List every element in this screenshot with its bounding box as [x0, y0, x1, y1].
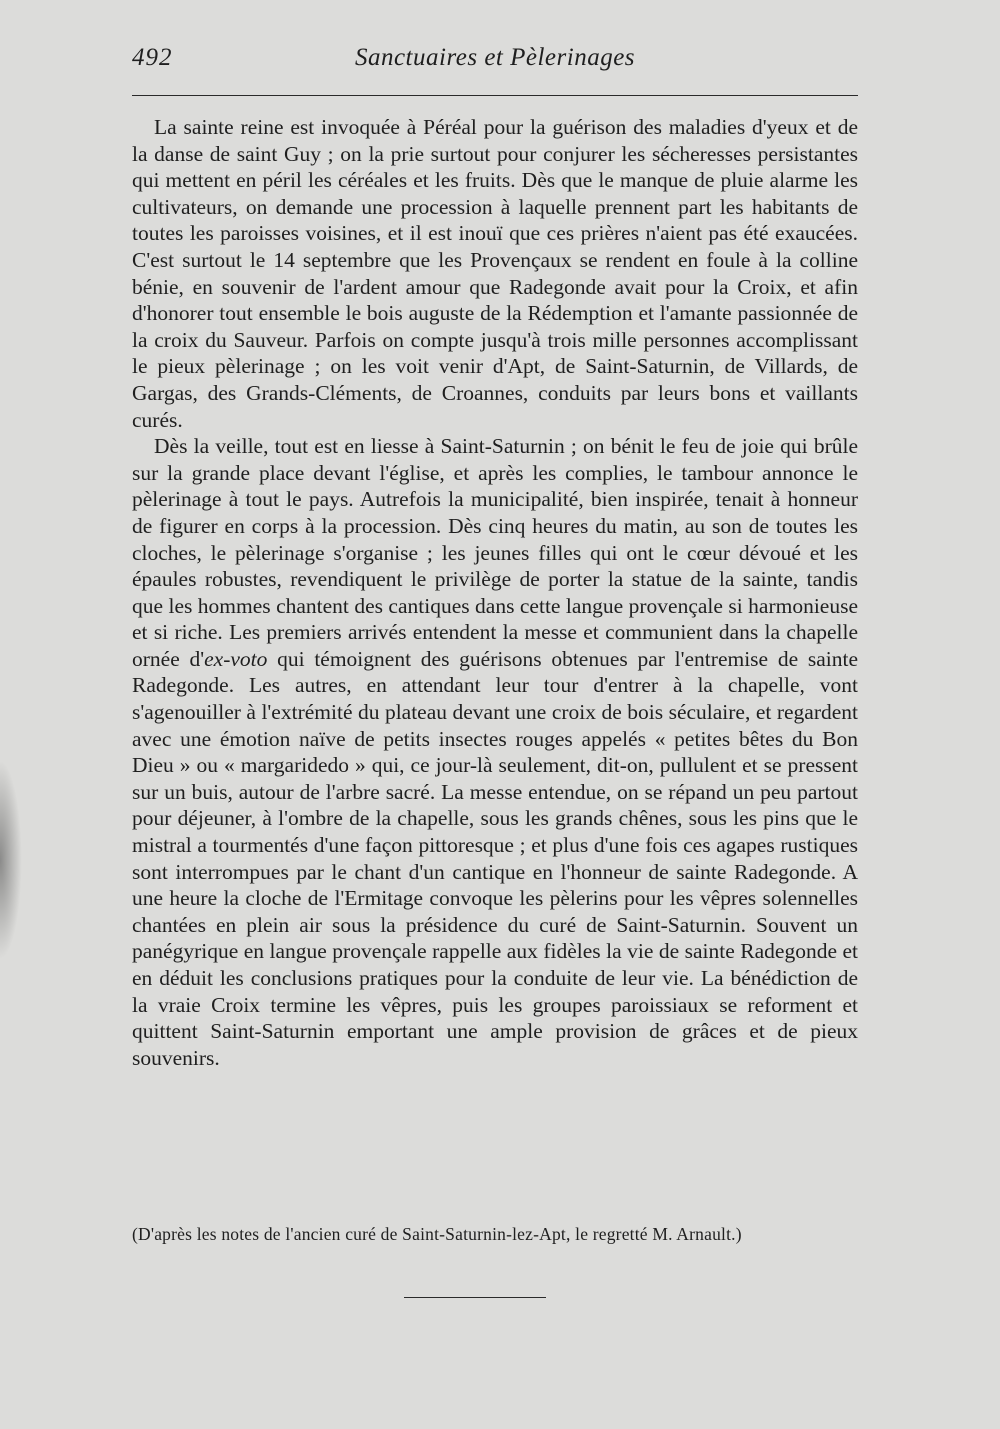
paragraph-2-text-start: Dès la veille, tout est en liesse à Saint-Saturnin ; on bénit le feu de joie qui brûle sur la grande place devant l'église, et après les complies, le tambour annonce le pèlerinage à tout le pays. Autrefois la municipalité, bien inspirée, tenait à honneur de figurer en corps à la procession. Dès cinq heures du matin, au son de toutes les cloches, le pèlerinage s'organise ; les jeunes filles qui ont le cœur dévoué et les épaules robustes, revendiquent le privilège de porter la statue de la sainte, tandis que les hommes chantent des cantiques dans cette langue provençale si harmonieuse et si riche. Les premiers arrivés entendent la messe et communient dans la chapelle ornée d' [132, 434, 858, 671]
paragraph-2-text-end: qui témoignent des guérisons obtenues par l'entremise de sainte Radegonde. Les autres, en attendant leur tour d'entrer à la chapelle, vont s'agenouiller à l'extrémité du plateau devant une croix de bois séculaire, et regardent avec une émotion naïve de petits insectes rouges appelés « petites bêtes du Bon Dieu » ou « margaridedo » qui, ce jour-là seulement, dit-on, pullulent et se pressent sur un buis, autour de l'arbre sacré. La messe entendue, on se répand un peu partout pour déjeuner, à l'ombre de la chapelle, sous les grands chênes, sous les pins que le mistral a tourmentés d'une façon pittoresque ; et plus d'une fois ces agapes rustiques sont interrompues par le chant d'un cantique en l'honneur de sainte Radegonde. A une heure la cloche de l'Ermitage convoque les pèlerins pour les vêpres solennelles chantées en plein air sous la présidence du curé de Saint-Saturnin. Souvent un panégyrique en langue provençale rappelle aux fidèles la vie de sainte Radegonde et en déduit les conclusions pratiques pour la conduite de leur vie. La bénédiction de la vraie Croix termine les vêpres, puis les groupes paroissiaux se reforment et quittent Saint-Saturnin emportant une ample provision de grâces et de pieux souvenirs. [132, 646, 858, 1070]
ex-voto-term: ex-voto [204, 646, 268, 671]
running-header [132, 44, 858, 84]
binding-shadow [0, 760, 22, 960]
page-number: 492 [132, 44, 173, 71]
paragraph-1-text: La sainte reine est invoquée à Péréal pour la guérison des maladies d'yeux et de la danse de saint Guy ; on la prie surtout pour conjurer les sécheresses persistantes qui mettent en péril les céréales et les fruits. Dès que le manque de pluie alarme les cultivateurs, on demande une procession à laquelle prennent part les habitants de toutes les paroisses voisines, et il est inouï que ces prières n'aient pas été exaucées. C'est surtout le 14 septembre que les Provençaux se rendent en foule à la colline bénie, en souvenir de l'ardent amour que Radegonde avait pour la Croix, et afin d'honorer tout ensemble le bois auguste de la Rédemption et l'amante passionnée de la croix du Sauveur. Parfois on compte jusqu'à trois mille personnes accomplissant le pieux pèlerinage ; on les voit venir d'Apt, de Saint-Saturnin, de Villards, de Gargas, des Grands-Cléments, de Croannes, conduits par leurs bons et vaillants curés. [132, 115, 858, 432]
running-title: Sanctuaires et Pèlerinages [354, 44, 636, 71]
source-note: (D'après les notes de l'ancien curé de Saint-Saturnin-lez-Apt, le regretté M. Arnault.) [132, 1224, 742, 1244]
body-text [132, 114, 858, 1071]
paragraph-2 [132, 433, 858, 1071]
header-rule [132, 95, 858, 96]
closing-rule [404, 1297, 546, 1298]
paragraph-1 [132, 114, 858, 433]
